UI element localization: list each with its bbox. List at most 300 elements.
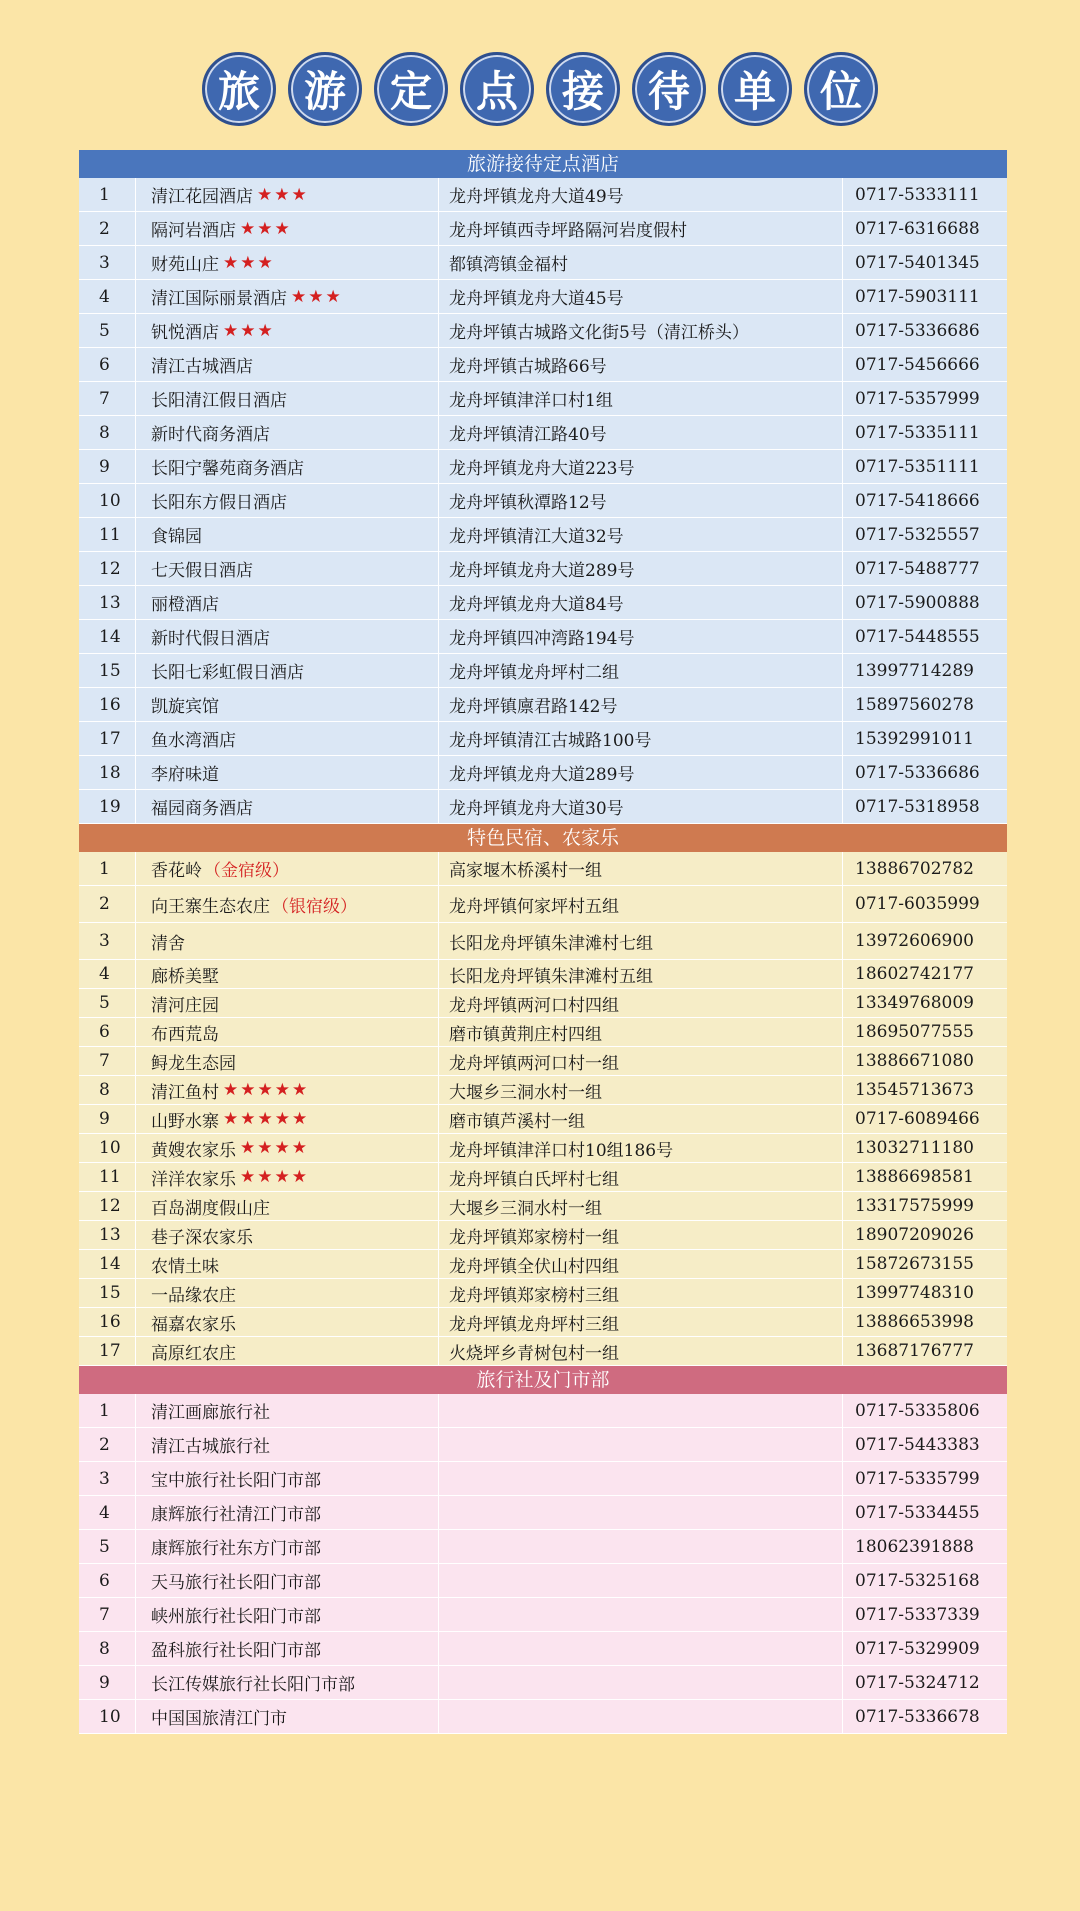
row-name: 中国国旅清江门市 [151,1709,287,1729]
row-name: 清河庄园 [151,995,219,1016]
row-address: 龙舟坪镇龙舟大道45号 [439,280,843,314]
table-row [79,722,1007,756]
row-name: 七天假日酒店 [151,561,253,581]
title-char: 旅 [202,52,276,126]
table-row [79,518,1007,552]
row-address: 龙舟坪镇龙舟大道289号 [439,756,843,790]
row-phone: 0717-5336678 [843,1700,1007,1734]
row-name-cell [136,756,439,790]
section-header: 旅行社及门市部 [79,1366,1007,1394]
row-address: 长阳龙舟坪镇朱津滩村七组 [439,923,843,960]
row-name: 长江传媒旅行社长阳门市部 [151,1675,355,1695]
row-name: 长阳宁馨苑商务酒店 [151,459,304,479]
row-name: 清江古城旅行社 [151,1437,270,1457]
table-row [79,1250,1007,1279]
table-row [79,923,1007,960]
row-phone: 0717-5418666 [843,484,1007,518]
row-phone: 0717-6089466 [843,1105,1007,1134]
row-name-cell [136,1308,439,1337]
row-name: 廊桥美墅 [151,966,219,987]
row-number: 8 [79,1076,136,1105]
row-phone: 13349768009 [843,989,1007,1018]
row-phone: 18602742177 [843,960,1007,989]
row-phone: 0717-5335806 [843,1394,1007,1428]
row-number: 1 [79,178,136,212]
table-row [79,1337,1007,1366]
table-row [79,1134,1007,1163]
row-name-cell [136,1018,439,1047]
row-name-cell [136,416,439,450]
row-phone: 0717-5334455 [843,1496,1007,1530]
row-address: 龙舟坪镇四冲湾路194号 [439,620,843,654]
row-name-cell [136,1428,439,1462]
row-number: 3 [79,923,136,960]
row-number: 3 [79,1462,136,1496]
row-name-cell [136,960,439,989]
row-name-cell [136,450,439,484]
row-name-cell [136,552,439,586]
table-row [79,416,1007,450]
row-phone: 0717-5488777 [843,552,1007,586]
row-phone: 13886653998 [843,1308,1007,1337]
row-number: 17 [79,1337,136,1366]
row-address [439,1632,843,1666]
rating-stars: ★★★★ [240,1167,309,1187]
row-address [439,1530,843,1564]
row-name-cell [136,923,439,960]
title-char: 定 [374,52,448,126]
row-name: 清江花园酒店 [151,187,253,207]
row-name-cell [136,280,439,314]
table-row [79,1163,1007,1192]
row-address [439,1462,843,1496]
grade-tag: （银宿级） [272,896,357,917]
title-char: 接 [546,52,620,126]
row-number: 6 [79,1018,136,1047]
row-number: 9 [79,1105,136,1134]
row-address: 龙舟坪镇全伏山村四组 [439,1250,843,1279]
row-number: 7 [79,382,136,416]
table-row [79,1047,1007,1076]
row-phone: 13886671080 [843,1047,1007,1076]
row-number: 19 [79,790,136,824]
row-phone: 0717-5456666 [843,348,1007,382]
table-row [79,1496,1007,1530]
table-row [79,654,1007,688]
row-name: 长阳七彩虹假日酒店 [151,663,304,683]
table-row [79,246,1007,280]
row-name: 长阳东方假日酒店 [151,493,287,513]
row-name: 福园商务酒店 [151,799,253,819]
row-number: 6 [79,348,136,382]
row-number: 10 [79,484,136,518]
row-name-cell [136,212,439,246]
row-name: 鱼水湾酒店 [151,731,236,751]
table-row [79,886,1007,923]
table-row [79,790,1007,824]
row-phone: 0717-5333111 [843,178,1007,212]
row-address: 龙舟坪镇清江大道32号 [439,518,843,552]
row-phone: 0717-5335111 [843,416,1007,450]
row-phone: 13997748310 [843,1279,1007,1308]
row-name-cell [136,586,439,620]
row-phone: 0717-5325557 [843,518,1007,552]
row-name-cell [136,1163,439,1192]
row-number: 9 [79,1666,136,1700]
row-name-cell [136,1496,439,1530]
row-number: 4 [79,960,136,989]
table-row [79,1564,1007,1598]
row-number: 18 [79,756,136,790]
row-number: 13 [79,1221,136,1250]
row-phone: 0717-5329909 [843,1632,1007,1666]
title-char: 位 [804,52,878,126]
table-row [79,1632,1007,1666]
row-name-cell [136,722,439,756]
row-name: 清舍 [151,933,185,954]
row-name: 洋洋农家乐 [151,1169,236,1190]
row-number: 16 [79,1308,136,1337]
row-address: 大堰乡三洞水村一组 [439,1076,843,1105]
table-row [79,212,1007,246]
row-address: 龙舟坪镇秋潭路12号 [439,484,843,518]
row-address: 龙舟坪镇龙舟大道30号 [439,790,843,824]
row-phone: 18062391888 [843,1530,1007,1564]
row-name: 新时代商务酒店 [151,425,270,445]
title-char: 单 [718,52,792,126]
row-address: 龙舟坪镇两河口村一组 [439,1047,843,1076]
row-name: 隔河岩酒店 [151,221,236,241]
row-name: 农情土味 [151,1256,219,1277]
row-address: 磨市镇芦溪村一组 [439,1105,843,1134]
rating-stars: ★★★ [223,320,275,341]
row-name: 黄嫂农家乐 [151,1140,236,1161]
row-name: 巷子深农家乐 [151,1227,253,1248]
table-row [79,450,1007,484]
row-phone: 13886698581 [843,1163,1007,1192]
row-number: 15 [79,1279,136,1308]
row-address: 龙舟坪镇郑家榜村三组 [439,1279,843,1308]
row-number: 2 [79,212,136,246]
rating-stars: ★★★★ [240,1138,309,1158]
row-name: 盈科旅行社长阳门市部 [151,1641,321,1661]
row-address: 都镇湾镇金福村 [439,246,843,280]
table-row [79,1018,1007,1047]
row-address [439,1598,843,1632]
row-number: 15 [79,654,136,688]
row-phone: 15897560278 [843,688,1007,722]
row-phone: 0717-5318958 [843,790,1007,824]
table-row [79,484,1007,518]
table-row [79,382,1007,416]
row-number: 12 [79,552,136,586]
table-row [79,1598,1007,1632]
row-number: 14 [79,620,136,654]
section-hotel [79,150,1007,824]
row-name: 香花岭 [151,861,202,881]
table-row [79,178,1007,212]
row-address: 龙舟坪镇清江古城路100号 [439,722,843,756]
row-name-cell [136,1632,439,1666]
row-number: 6 [79,1564,136,1598]
row-name: 清江国际丽景酒店 [151,289,287,309]
row-name-cell [136,654,439,688]
row-name-cell [136,1134,439,1163]
row-phone: 0717-5351111 [843,450,1007,484]
row-address: 龙舟坪镇龙舟坪村三组 [439,1308,843,1337]
row-number: 8 [79,416,136,450]
row-phone: 0717-5325168 [843,1564,1007,1598]
row-number: 10 [79,1134,136,1163]
row-number: 4 [79,1496,136,1530]
row-address: 龙舟坪镇津洋口村1组 [439,382,843,416]
row-number: 5 [79,314,136,348]
row-phone: 15392991011 [843,722,1007,756]
row-address [439,1496,843,1530]
row-phone: 0717-5324712 [843,1666,1007,1700]
row-number: 8 [79,1632,136,1666]
section-farm [79,824,1007,1366]
table-row [79,314,1007,348]
table-row [79,852,1007,886]
rating-stars: ★★★ [291,286,343,307]
row-address: 龙舟坪镇龙舟大道49号 [439,178,843,212]
row-address: 龙舟坪镇清江路40号 [439,416,843,450]
row-address: 龙舟坪镇两河口村四组 [439,989,843,1018]
row-name: 长阳清江假日酒店 [151,391,287,411]
row-name: 新时代假日酒店 [151,629,270,649]
row-phone: 0717-5357999 [843,382,1007,416]
row-name-cell [136,688,439,722]
table-row [79,1279,1007,1308]
row-phone: 0717-6035999 [843,886,1007,923]
row-phone: 18907209026 [843,1221,1007,1250]
row-address: 高家堰木桥溪村一组 [439,852,843,886]
row-name: 财苑山庄 [151,255,219,275]
row-name: 李府味道 [151,765,219,785]
row-name-cell [136,1666,439,1700]
row-address: 龙舟坪镇龙舟大道289号 [439,552,843,586]
row-name: 一品缘农庄 [151,1285,236,1306]
row-phone: 13886702782 [843,852,1007,886]
table-row [79,620,1007,654]
row-phone: 13972606900 [843,923,1007,960]
table-row [79,1192,1007,1221]
row-name: 钒悦酒店 [151,323,219,343]
row-name: 百岛湖度假山庄 [151,1198,270,1219]
table-row [79,1105,1007,1134]
row-name: 鲟龙生态园 [151,1053,236,1074]
row-name-cell [136,1221,439,1250]
row-number: 12 [79,1192,136,1221]
table-row [79,586,1007,620]
row-address: 龙舟坪镇古城路文化街5号（清江桥头） [439,314,843,348]
row-name-cell [136,518,439,552]
row-address [439,1666,843,1700]
row-name: 清江画廊旅行社 [151,1403,270,1423]
row-name-cell [136,886,439,923]
row-address: 龙舟坪镇廪君路142号 [439,688,843,722]
row-name-cell [136,852,439,886]
row-number: 7 [79,1598,136,1632]
row-name-cell [136,1462,439,1496]
row-address [439,1700,843,1734]
row-name: 山野水寨 [151,1111,219,1132]
row-number: 5 [79,989,136,1018]
table-row [79,1530,1007,1564]
row-phone: 13032711180 [843,1134,1007,1163]
row-name-cell [136,989,439,1018]
table-row [79,1308,1007,1337]
row-address: 龙舟坪镇古城路66号 [439,348,843,382]
page-title [0,52,1080,126]
row-number: 16 [79,688,136,722]
row-address: 龙舟坪镇龙舟大道84号 [439,586,843,620]
row-name-cell [136,1192,439,1221]
row-number: 10 [79,1700,136,1734]
section-header: 特色民宿、农家乐 [79,824,1007,852]
row-name: 向王寨生态农庄 [151,896,270,917]
row-number: 1 [79,852,136,886]
table-row [79,1700,1007,1734]
row-phone: 0717-5443383 [843,1428,1007,1462]
table-row [79,552,1007,586]
row-address: 长阳龙舟坪镇朱津滩村五组 [439,960,843,989]
row-phone: 13687176777 [843,1337,1007,1366]
row-name-cell [136,1394,439,1428]
rating-stars: ★★★★★ [223,1080,310,1100]
row-name-cell [136,1105,439,1134]
row-name-cell [136,1598,439,1632]
section-header: 旅游接待定点酒店 [79,150,1007,178]
row-phone: 0717-5336686 [843,314,1007,348]
row-address [439,1564,843,1598]
row-name: 丽橙酒店 [151,595,219,615]
table-row [79,960,1007,989]
row-address: 龙舟坪镇龙舟坪村二组 [439,654,843,688]
row-number: 14 [79,1250,136,1279]
row-phone: 0717-6316688 [843,212,1007,246]
row-name-cell [136,178,439,212]
row-number: 11 [79,518,136,552]
table-row [79,756,1007,790]
row-phone: 13545713673 [843,1076,1007,1105]
row-name: 峡州旅行社长阳门市部 [151,1607,321,1627]
row-address: 龙舟坪镇龙舟大道223号 [439,450,843,484]
row-address: 龙舟坪镇白氏坪村七组 [439,1163,843,1192]
row-name-cell [136,382,439,416]
row-phone: 0717-5401345 [843,246,1007,280]
row-name-cell [136,314,439,348]
row-address: 火烧坪乡青树包村一组 [439,1337,843,1366]
row-address: 龙舟坪镇西寺坪路隔河岩度假村 [439,212,843,246]
row-name: 清江鱼村 [151,1082,219,1103]
row-name: 宝中旅行社长阳门市部 [151,1471,321,1491]
row-address: 龙舟坪镇郑家榜村一组 [439,1221,843,1250]
row-number: 17 [79,722,136,756]
table-row [79,989,1007,1018]
row-phone: 0717-5335799 [843,1462,1007,1496]
row-number: 4 [79,280,136,314]
table-row [79,1666,1007,1700]
table-row [79,688,1007,722]
row-name: 高原红农庄 [151,1343,236,1364]
row-phone: 13997714289 [843,654,1007,688]
row-number: 2 [79,886,136,923]
table-row [79,1428,1007,1462]
row-number: 13 [79,586,136,620]
row-name-cell [136,790,439,824]
row-name-cell [136,1700,439,1734]
row-phone: 0717-5337339 [843,1598,1007,1632]
title-char: 待 [632,52,706,126]
row-name: 康辉旅行社东方门市部 [151,1539,321,1559]
row-number: 9 [79,450,136,484]
title-char: 游 [288,52,362,126]
row-phone: 0717-5448555 [843,620,1007,654]
row-name-cell [136,1250,439,1279]
row-address: 龙舟坪镇何家坪村五组 [439,886,843,923]
row-name-cell [136,1337,439,1366]
row-phone: 18695077555 [843,1018,1007,1047]
row-name-cell [136,620,439,654]
table-row [79,348,1007,382]
row-phone: 0717-5336686 [843,756,1007,790]
row-number: 7 [79,1047,136,1076]
table-row [79,1462,1007,1496]
table-row [79,280,1007,314]
row-address: 磨市镇黄荆庄村四组 [439,1018,843,1047]
row-name-cell [136,246,439,280]
contact-table [79,150,1007,1734]
row-phone: 15872673155 [843,1250,1007,1279]
row-name-cell [136,348,439,382]
row-name: 天马旅行社长阳门市部 [151,1573,321,1593]
row-name-cell [136,1530,439,1564]
row-phone: 13317575999 [843,1192,1007,1221]
section-agency [79,1366,1007,1734]
row-number: 11 [79,1163,136,1192]
row-name: 康辉旅行社清江门市部 [151,1505,321,1525]
row-phone: 0717-5903111 [843,280,1007,314]
row-name-cell [136,1564,439,1598]
row-phone: 0717-5900888 [843,586,1007,620]
table-row [79,1076,1007,1105]
rating-stars: ★★★★★ [223,1109,310,1129]
row-name: 食锦园 [151,527,202,547]
row-address [439,1428,843,1462]
row-name: 凯旋宾馆 [151,697,219,717]
row-number: 3 [79,246,136,280]
row-number: 5 [79,1530,136,1564]
row-address [439,1394,843,1428]
row-address: 龙舟坪镇津洋口村10组186号 [439,1134,843,1163]
row-name-cell [136,484,439,518]
row-number: 2 [79,1428,136,1462]
rating-stars: ★★★ [257,184,309,205]
row-name: 福嘉农家乐 [151,1314,236,1335]
row-name-cell [136,1047,439,1076]
row-name: 清江古城酒店 [151,357,253,377]
rating-stars: ★★★ [223,252,275,273]
grade-tag: （金宿级） [204,861,289,881]
row-address: 大堰乡三洞水村一组 [439,1192,843,1221]
rating-stars: ★★★ [240,218,292,239]
title-char: 点 [460,52,534,126]
row-number: 1 [79,1394,136,1428]
row-name-cell [136,1279,439,1308]
table-row [79,1394,1007,1428]
